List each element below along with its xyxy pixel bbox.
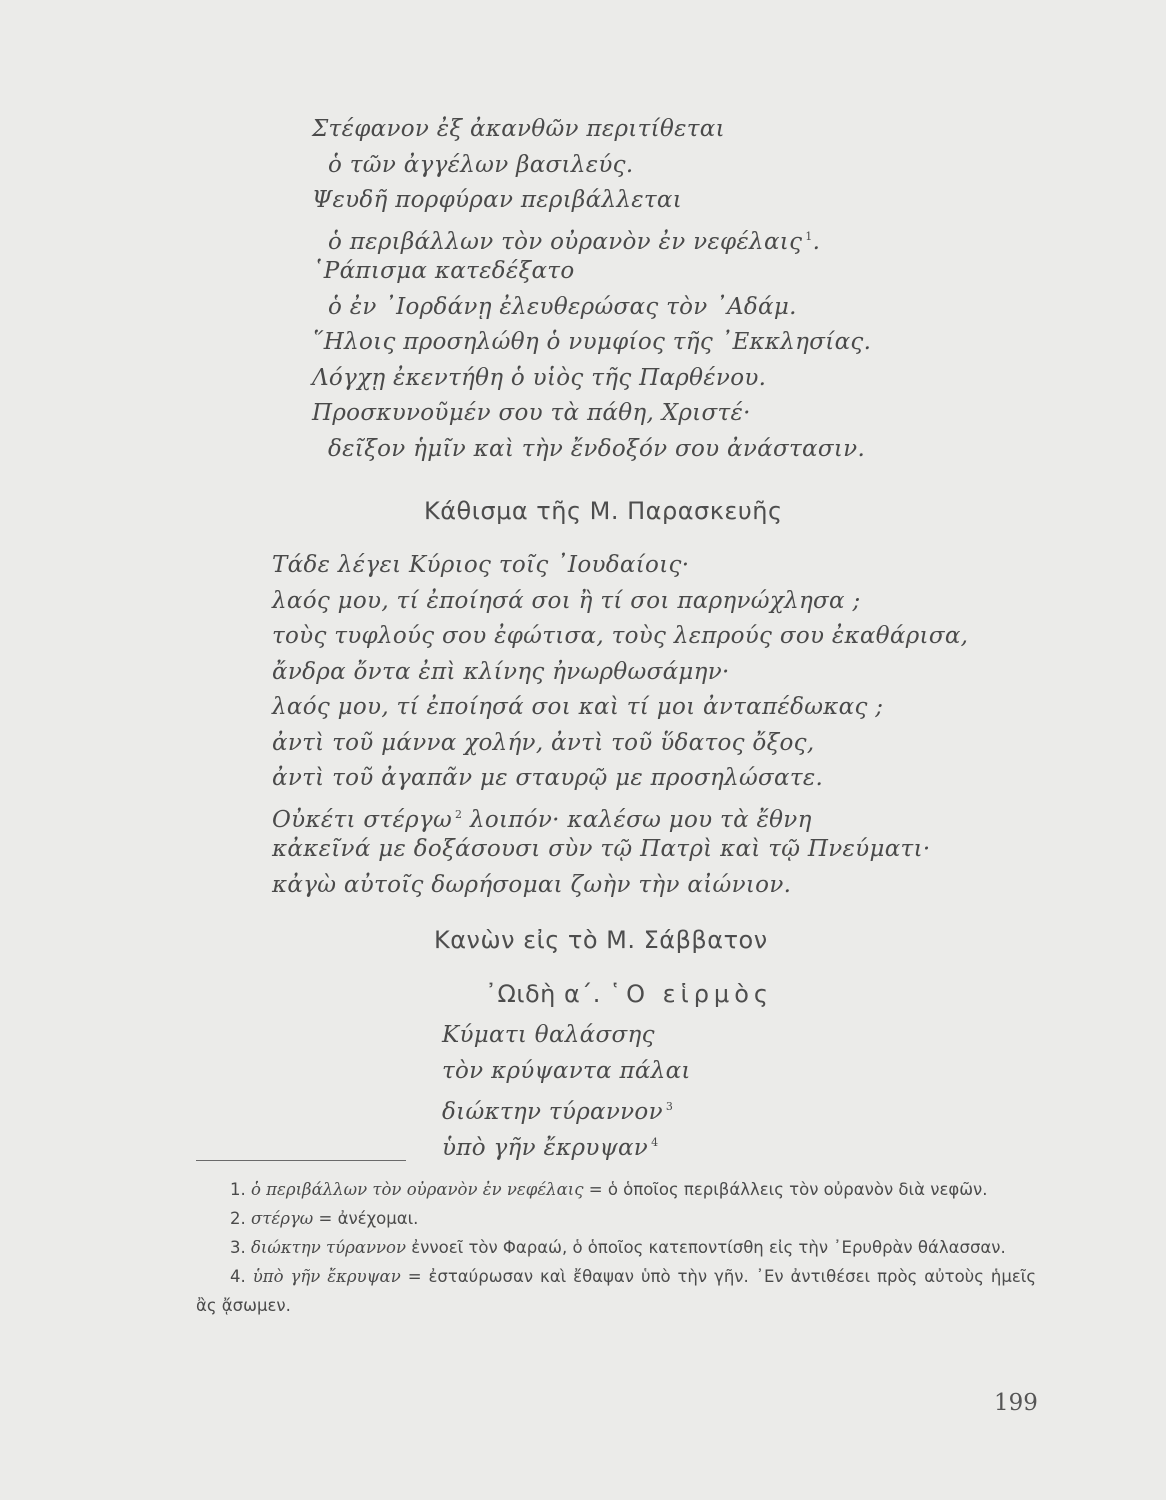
verse-text: ὑπὸ γῆν ἔκρυψαν [442, 1134, 649, 1161]
verse-line: κἀγὼ αὐτοῖς δωρήσομαι ζωὴν τὴν αἰώνιον. [272, 871, 792, 898]
verse-line: Ψευδῆ πορφύραν περιβάλλεται [312, 187, 683, 213]
verse-line: Κύματι θαλάσσης [442, 1022, 655, 1048]
verse-line: ῞Ηλοις προσηλώθη ὁ νυμφίος τῆς ᾿Εκκλησίας. [312, 329, 872, 355]
verse-line [442, 1125, 691, 1161]
verse-line: λαός μου, τί ἐποίησά σοι καὶ τί μοι ἀνταπέδωκας ; [272, 694, 884, 720]
footnote-ref: 3 [665, 1100, 674, 1113]
footnote-divider [196, 1160, 406, 1161]
footnote-number: 4. [230, 1267, 246, 1286]
verse-line: Λόγχῃ ἐκεντήθη ὁ υἱὸς τῆς Παρθένου. [312, 364, 767, 391]
stanza-1 [312, 112, 871, 467]
footnote-term: στέργω [251, 1209, 314, 1228]
footnote-ref: 2 [455, 807, 463, 821]
verse-line: τὸν κρύψαντα πάλαι [442, 1057, 691, 1084]
footnote-4 [196, 1262, 1036, 1320]
footnote-number: 2. [230, 1209, 246, 1228]
footnote-term: ὑπὸ γῆν ἔκρυψαν [252, 1267, 401, 1286]
page-number: 199 [994, 1390, 1038, 1416]
ode-label: ᾿Ωιδὴ α΄. [485, 980, 601, 1008]
verse-line: τοὺς τυφλούς σου ἐφώτισα, τοὺς λεπρούς σου ἐκαθάρισα, [272, 623, 969, 649]
verse-text: Οὐκέτι στέργω [272, 806, 453, 833]
verse-line: ὁ τῶν ἀγγέλων βασιλεύς. [328, 151, 634, 178]
footnote-text: = ἀνέχομαι. [318, 1209, 419, 1228]
footnote-ref: 4 [651, 1135, 659, 1149]
verse-line: δεῖξον ἡμῖν καὶ τὴν ἔνδοξόν σου ἀνάστασιν. [328, 435, 866, 462]
stanza-2 [272, 548, 968, 903]
footnote-ref: 1 [805, 229, 813, 243]
verse-text: λοιπόν· καλέσω μου τὰ ἔθνη [469, 806, 812, 833]
verse-line: ὁ ἐν ᾿Ιορδάνῃ ἐλευθερώσας τὸν ᾿Αδάμ. [328, 293, 797, 320]
verse-line [312, 219, 871, 255]
footnote-1 [196, 1175, 1036, 1204]
verse-line [442, 1089, 691, 1125]
verse-line: λαός μου, τί ἐποίησά σοι ἢ τί σοι παρηνώχλησα ; [272, 587, 861, 614]
verse-line: Τάδε λέγει Κύριος τοῖς ᾿Ιουδαίοις· [272, 552, 690, 578]
verse-line: κἀκεῖνά με δοξάσουσι σὺν τῷ Πατρὶ καὶ τῷ Πνεύματι· [272, 836, 931, 862]
verse-text: . [812, 228, 821, 255]
verse-line: ῾Ράπισμα κατεδέξατο [312, 258, 575, 284]
irmos-label: ῾Ο εἱρμὸς [609, 980, 773, 1008]
footnote-term: διώκτην τύραννον [251, 1238, 406, 1257]
verse-line: Στέφανον ἐξ ἀκανθῶν περιτίθεται [312, 116, 725, 142]
footnote-text: ἐννοεῖ τὸν Φαραώ, ὁ ὁποῖος κατεποντίσθη εἰς τὴν ᾿Ερυθρὰν θάλασσαν. [411, 1238, 1006, 1257]
footnote-term: ὁ περιβάλλων τὸν οὐρανὸν ἐν νεφέλαις [251, 1180, 584, 1199]
verse-line [272, 797, 968, 833]
footnote-text: = ὁ ὁποῖος περιβάλλεις τὸν οὐρανὸν διὰ νεφῶν. [588, 1180, 988, 1199]
verse-line: ἀντὶ τοῦ ἀγαπᾶν με σταυρῷ με προσηλώσατε. [272, 765, 824, 791]
footnote-text: = ἐσταύρωσαν καὶ ἔθαψαν ὑπὸ τὴν γῆν. ᾿Εν ἀντιθέσει πρὸς αὐτοὺς ἡμεῖς ἂς ᾄσωμεν. [196, 1267, 1037, 1315]
verse-text: διώκτην τύραννον [442, 1099, 663, 1125]
verse-line: ἀντὶ τοῦ μάννα χολήν, ἀντὶ τοῦ ὕδατος ὄξος, [272, 729, 815, 756]
footnote-2 [196, 1204, 1036, 1233]
footnote-3 [196, 1233, 1036, 1262]
footnote-number: 3. [230, 1238, 246, 1257]
footnotes [196, 1175, 1036, 1320]
verse-line: ἄνδρα ὄντα ἐπὶ κλίνης ἠνωρθωσάμην· [272, 658, 730, 685]
verse-line: Προσκυνοῦμέν σου τὰ πάθη, Χριστέ· [312, 400, 751, 426]
section-heading-kanon: Κανὼν εἰς τὸ Μ. Σάββατον [434, 926, 768, 954]
stanza-3 [442, 1018, 691, 1160]
section-heading-kathisma: Κάθισμα τῆς Μ. Παρασκευῆς [424, 497, 783, 525]
section-heading-ode [485, 980, 773, 1008]
footnote-number: 1. [230, 1180, 246, 1199]
verse-text: ὁ περιβάλλων τὸν οὐρανὸν ἐν νεφέλαις [328, 228, 803, 255]
